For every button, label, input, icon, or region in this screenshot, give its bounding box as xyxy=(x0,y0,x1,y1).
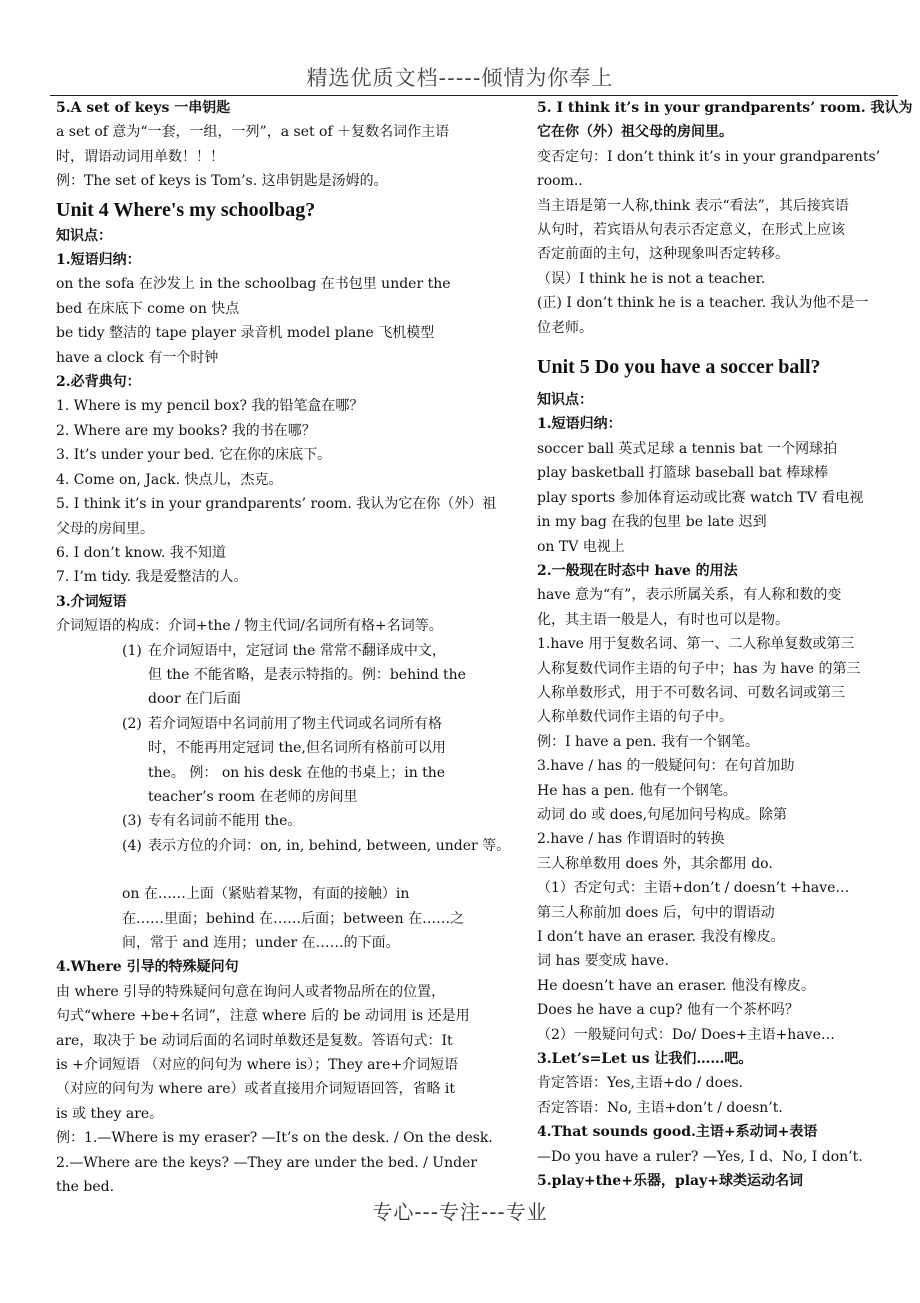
page-header: 精选优质文档-----倾情为你奉上 xyxy=(306,66,614,90)
text-line: 1.have 用于复数名词、第一、二人称单复数或第三 xyxy=(537,636,855,653)
text-line: 2.—Where are the keys? —They are under the bed. / Under xyxy=(56,1154,478,1171)
text-line: 4. Come on, Jack. 快点儿，杰克。 xyxy=(56,471,283,488)
bold-line: 5. I think it’s in your grandparents’ room. 我认为 xyxy=(537,100,913,116)
bold-line: 它在你（外）祖父母的房间里。 xyxy=(537,124,733,141)
text-line: 句式“where +be+名词”，注意 where 后的 be 动词用 is 还是用 xyxy=(56,1008,470,1025)
indented-note xyxy=(56,882,504,955)
text-line: in my bag 在我的包里 be late 迟到 xyxy=(537,514,767,531)
list-item-number: (3) xyxy=(122,813,142,830)
list-item-number: (4) xyxy=(122,837,142,854)
text-line: 5. I think it’s in your grandparents’ room. 我认为它在你（外）祖 xyxy=(56,496,497,513)
text-line: 但 the 不能省略，是表示特指的。例：behind the xyxy=(148,666,466,683)
spacer xyxy=(56,858,504,882)
text-line: 时，谓语动词用单数！！！ xyxy=(56,148,224,165)
text-line: a set of 意为“一套，一组，一列”，a set of ＋复数名词作主语 xyxy=(56,124,450,141)
text-line: 否定答语：No, 主语+don’t / doesn’t. xyxy=(537,1099,783,1116)
text-line: 动词 do 或 does,句尾加问号构成。除第 xyxy=(537,806,788,823)
text-line: 三人称单数用 does 外，其余都用 do. xyxy=(537,855,773,872)
list-item xyxy=(56,809,504,833)
text-line: be tidy 整洁的 tape player 录音机 model plane 飞机模型 xyxy=(56,325,435,342)
list-item-number: (2) xyxy=(122,715,142,732)
right-column xyxy=(537,96,913,1193)
text-line: 由 where 引导的特殊疑问句意在询问人或者物品所在的位置， xyxy=(56,983,446,1000)
bold-line: 4.That sounds good.主语+系动词+表语 xyxy=(537,1124,818,1141)
text-line: have 意为“有”，表示所属关系，有人称和数的变 xyxy=(537,587,842,604)
text-line: soccer ball 英式足球 a tennis bat 一个网球拍 xyxy=(537,440,838,457)
bold-line: 2.一般现在时态中 have 的用法 xyxy=(537,562,738,579)
text-line: 2. Where are my books? 我的书在哪？ xyxy=(56,422,316,439)
text-line: bed 在床底下 come on 快点 xyxy=(56,300,240,317)
list-item-text xyxy=(148,712,504,810)
text-line: 人称单数形式，用于不可数名词、可数名词或第三 xyxy=(537,684,845,701)
text-line: 例：I have a pen. 我有一个钢笔。 xyxy=(537,733,759,750)
bold-line: 1.短语归纳： xyxy=(56,252,141,269)
text-line: the。 例： on his desk 在他的书桌上；in the xyxy=(148,764,446,781)
bold-line: 3.Let’s=Let us 让我们……吧。 xyxy=(537,1051,753,1068)
text-line: 3. It’s under your bed. 它在你的床底下。 xyxy=(56,447,332,464)
text-line: 专有名词前不能用 the。 xyxy=(148,813,302,830)
text-line: 2.have / has 作谓语时的转换 xyxy=(537,831,725,848)
unit-heading: Unit 4 Where's my schoolbag? xyxy=(56,198,316,221)
text-line: 例：The set of keys is Tom’s. 这串钥匙是汤姆的。 xyxy=(56,173,388,190)
text-line: 父母的房间里。 xyxy=(56,520,154,537)
text-line: 从句时，若宾语从句表示否定意义，在形式上应该 xyxy=(537,222,845,239)
text-line: Does he have a cup? 他有一个茶杯吗？ xyxy=(537,1002,799,1019)
list-item-text xyxy=(148,834,510,858)
text-line: 肯定答语：Yes,主语+do / does. xyxy=(537,1075,743,1092)
text-line: I don’t have an eraser. 我没有橡皮。 xyxy=(537,929,785,945)
text-line: 否定前面的主句，这种现象叫否定转移。 xyxy=(537,246,789,263)
text-line: 介词短语的构成：介词+the / 物主代词/名词所有格+名词等。 xyxy=(56,618,443,635)
unit-heading: Unit 5 Do you have a soccer ball? xyxy=(537,356,821,379)
text-line: He has a pen. 他有一个钢笔。 xyxy=(537,782,737,799)
text-line: on 在……上面（紧贴着某物，有面的接触）in xyxy=(122,886,410,903)
text-line: the bed. xyxy=(56,1179,115,1196)
bold-line: 知识点： xyxy=(56,227,112,244)
text-line: 在介词短语中，定冠词 the 常常不翻译成中文， xyxy=(148,642,446,659)
left-column xyxy=(56,96,511,1199)
text-line: 变否定句：I don’t think it’s in your grandparents’ xyxy=(537,148,881,165)
bold-line: 5.play+the+乐器，play+球类运动名词 xyxy=(537,1173,803,1190)
text-line: is 或 they are。 xyxy=(56,1105,164,1122)
bold-line: 3.介词短语 xyxy=(56,593,127,610)
bold-line: 2.必背典句： xyxy=(56,374,141,391)
text-line: on TV 电视上 xyxy=(537,538,625,555)
bold-line: 知识点： xyxy=(537,392,593,409)
text-line: 间，常于 and 连用；under 在……的下面。 xyxy=(122,935,400,951)
text-line: room.. xyxy=(537,173,583,190)
text-line: 第三人称前加 does 后，句中的谓语动 xyxy=(537,904,775,921)
text-line: 在……里面；behind 在……后面；between 在……之 xyxy=(122,910,465,927)
bold-line: 5.A set of keys 一串钥匙 xyxy=(56,100,231,116)
text-line: 化，其主语一般是人，有时也可以是物。 xyxy=(537,611,789,628)
text-line: （对应的问句为 where are）或者直接用介词短语回答，省略 it xyxy=(56,1081,456,1098)
text-line: (正) I don’t think he is a teacher. 我认为他不是一 xyxy=(537,295,869,312)
list-item-number: (1) xyxy=(122,642,142,659)
text-line: 6. I don’t know. 我不知道 xyxy=(56,544,226,561)
text-line: （误）I think he is not a teacher. xyxy=(537,270,766,287)
text-line: He doesn’t have an eraser. 他没有橡皮。 xyxy=(537,977,816,994)
text-line: 表示方位的介词：on, in, behind, between, under 等。 xyxy=(148,837,511,854)
text-line: 人称复数代词作主语的句子中；has 为 have 的第三 xyxy=(537,660,861,677)
text-line: is +介词短语 （对应的问句为 where is）；They are+介词短语 xyxy=(56,1057,459,1074)
text-line: （1）否定句式：主语+don’t / doesn’t +have… xyxy=(537,880,850,897)
text-line: 人称单数代词作主语的句子中。 xyxy=(537,709,733,726)
list-item-text xyxy=(148,639,504,712)
list-item-text xyxy=(148,809,504,833)
text-line: 1. Where is my pencil box? 我的铅笔盒在哪？ xyxy=(56,398,364,415)
text-line: 词 has 要变成 have. xyxy=(537,953,669,970)
page-footer: 专心---专注---专业 xyxy=(372,1200,548,1224)
text-line: （2）一般疑问句式：Do/ Does+主语+have… xyxy=(537,1026,835,1043)
text-line: 例：1.—Where is my eraser? —It’s on the desk. / On the desk. xyxy=(56,1130,493,1147)
list-item xyxy=(56,712,504,810)
text-line: 3.have / has 的一般疑问句：在句首加助 xyxy=(537,758,795,775)
text-line: 若介词短语中名词前用了物主代词或名词所有格 xyxy=(148,715,442,732)
text-line: play basketball 打篮球 baseball bat 棒球棒 xyxy=(537,465,829,482)
text-line: are，取决于 be 动词后面的名词时单数还是复数。答语句式：It xyxy=(56,1032,453,1049)
bold-line: 4.Where 引导的特殊疑问句 xyxy=(56,959,239,976)
text-line: door 在门后面 xyxy=(148,691,241,708)
text-line: 位老师。 xyxy=(537,319,593,336)
text-line: have a clock 有一个时钟 xyxy=(56,349,219,366)
text-line: —Do you have a ruler? —Yes, I d、No, I don’t. xyxy=(537,1148,863,1165)
text-line: 当主语是第一人称,think 表示“看法”，其后接宾语 xyxy=(537,197,849,214)
text-line: play sports 参加体育运动或比赛 watch TV 看电视 xyxy=(537,489,864,506)
bold-line: 1.短语归纳： xyxy=(537,416,622,433)
text-line: 7. I’m tidy. 我是爱整洁的人。 xyxy=(56,569,248,586)
text-line: 时，不能再用定冠词 the,但名词所有格前可以用 xyxy=(148,740,446,757)
list-item xyxy=(56,639,504,712)
list-item xyxy=(56,834,511,858)
text-line: teacher’s room 在老师的房间里 xyxy=(148,788,358,805)
text-line: on the sofa 在沙发上 in the schoolbag 在书包里 under the xyxy=(56,276,451,293)
